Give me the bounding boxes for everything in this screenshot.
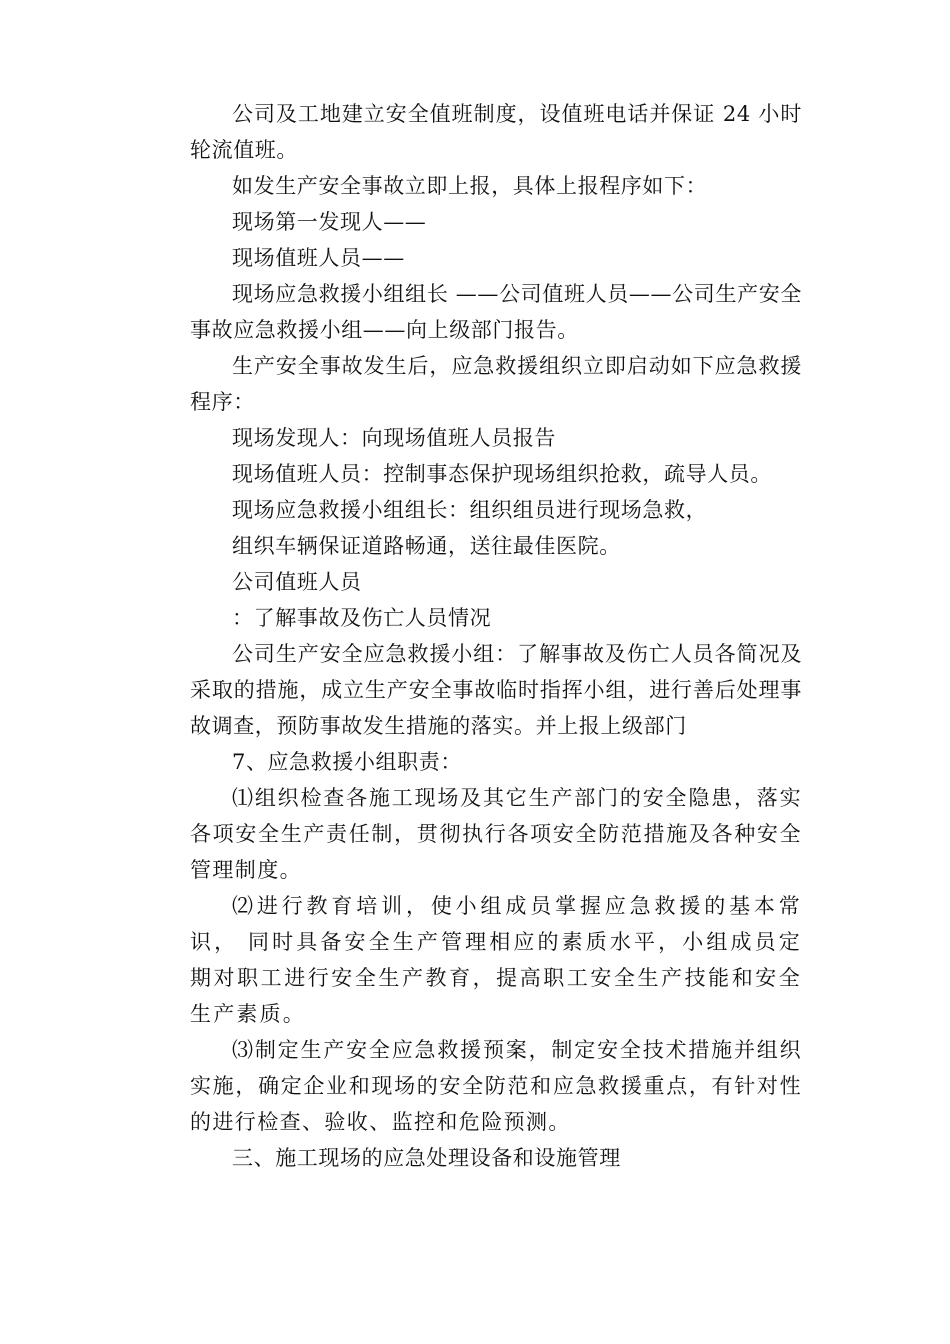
paragraph-duty-staff-action: 现场值班人员：控制事态保护现场组织抢救，疏导人员。 (232, 462, 772, 486)
paragraph-section-3-heading: 三、施工现场的应急处理设备和设施管理 (232, 1146, 621, 1170)
paragraph-first-discoverer: 现场第一发现人—— (232, 210, 427, 234)
paragraph-company-rescue-team: 公司生产安全应急救援小组：了解事故及伤亡人员各简况及采取的措施，成立生产安全事故临时指挥小组，进行善后处理事故调查，预防事故发生措施的落实。并上报上级部门 (190, 642, 802, 738)
paragraph-duty-item-1: ⑴组织检查各施工现场及其它生产部门的安全隐患，落实各项安全生产责任制，贯彻执行各项安全防范措施及各种安全管理制度。 (190, 786, 802, 882)
paragraph-vehicle-action: 组织车辆保证道路畅通，送往最佳医院。 (232, 534, 621, 558)
paragraph-duty-system: 公司及工地建立安全值班制度，设值班电话并保证 24 小时轮流值班。 (190, 102, 802, 162)
paragraph-report-chain: 现场应急救援小组组长 ——公司值班人员——公司生产安全事故应急救援小组——向上级部门报告。 (190, 282, 802, 342)
paragraph-casualty-info: ：了解事故及伤亡人员情况 (232, 606, 492, 630)
paragraph-duty-item-2: ⑵进行教育培训，使小组成员掌握应急救援的基本常识， 同时具备安全生产管理相应的素质水平，小组成员定期对职工进行安全生产教育，提高职工安全生产技能和安全生产素质。 (190, 894, 802, 1026)
paragraph-duty-item-3: ⑶制定生产安全应急救援预案，制定安全技术措施并组织实施，确定企业和现场的安全防范和应急救援重点，有针对性的进行检查、验收、监控和危险预测。 (190, 1038, 802, 1134)
paragraph-rescue-start: 生产安全事故发生后，应急救援组织立即启动如下应急救援程序： (190, 354, 802, 414)
paragraph-company-duty-staff: 公司值班人员 (232, 570, 362, 594)
paragraph-team-leader-action: 现场应急救援小组组长：组织组员进行现场急救， (232, 498, 708, 522)
document-body (190, 96, 802, 1176)
paragraph-discoverer-action: 现场发现人：向现场值班人员报告 (232, 426, 556, 450)
paragraph-site-duty-staff: 现场值班人员—— (232, 246, 405, 270)
paragraph-section-7-heading: 7、应急救援小组职责： (232, 750, 462, 774)
paragraph-report-procedure: 如发生产安全事故立即上报，具体上报程序如下： (232, 174, 708, 198)
